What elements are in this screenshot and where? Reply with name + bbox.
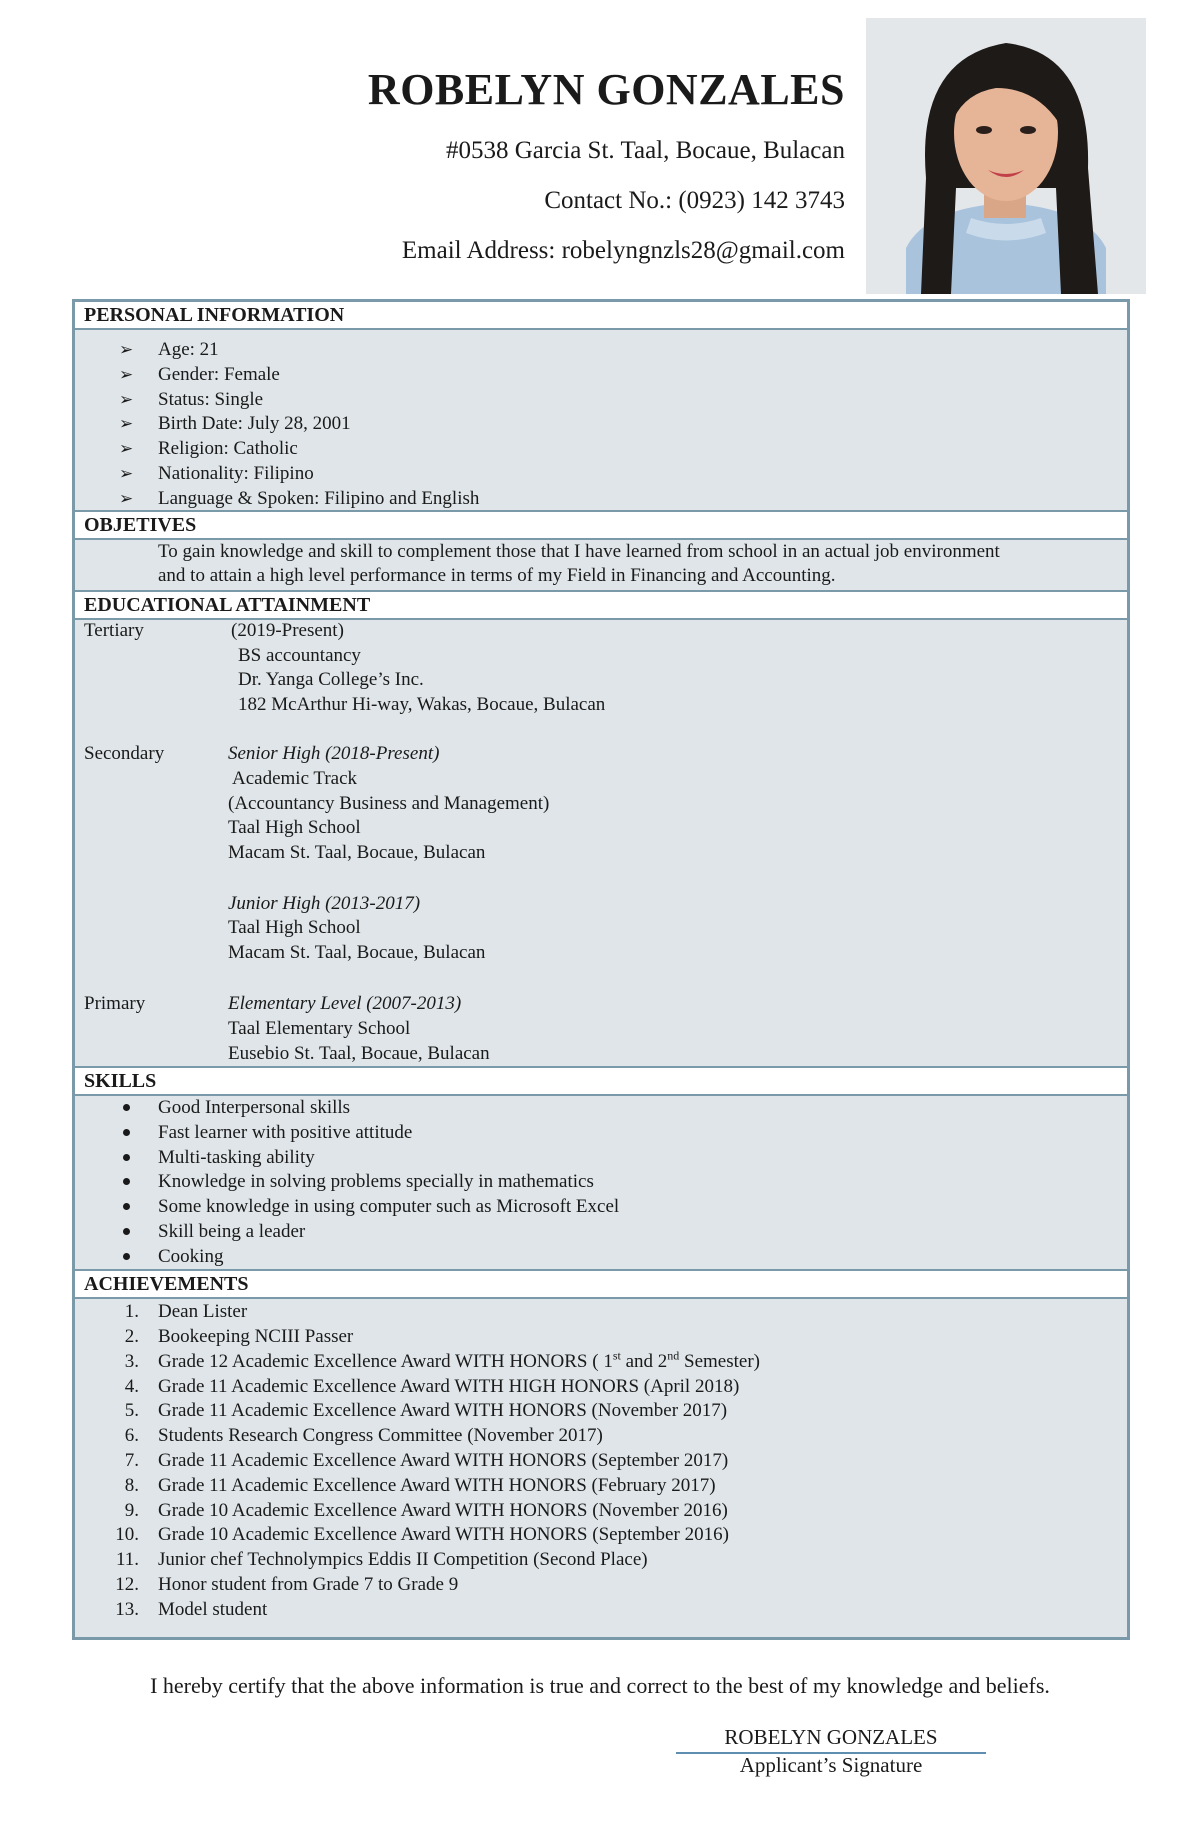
secondary-label: Secondary <box>84 743 165 764</box>
list-item: Junior chef Technolympics Eddis II Competition (Second Place) <box>158 1549 648 1570</box>
education-line: 182 McArthur Hi-way, Wakas, Bocaue, Bulacan <box>238 694 606 715</box>
list-number: 3. <box>124 1351 139 1372</box>
list-item: Bookeeping NCIII Passer <box>158 1326 354 1347</box>
education-line: Macam St. Taal, Bocaue, Bulacan <box>228 842 486 863</box>
education-line: Macam St. Taal, Bocaue, Bulacan <box>228 942 486 963</box>
bullet-icon <box>123 1104 130 1111</box>
list-item: Honor student from Grade 7 to Grade 9 <box>158 1574 459 1595</box>
contact-number: Contact No.: (0923) 142 3743 <box>544 187 845 214</box>
list-item: Language & Spoken: Filipino and English <box>158 488 480 509</box>
signature-name: ROBELYN GONZALES <box>724 1725 938 1749</box>
arrow-bullet-icon: ➢ <box>119 464 134 483</box>
list-number: 7. <box>124 1450 139 1471</box>
bullet-icon <box>123 1154 130 1161</box>
applicant-name: ROBELYN GONZALES <box>367 65 845 114</box>
list-item: Religion: Catholic <box>158 438 298 459</box>
personal-info-heading: PERSONAL INFORMATION <box>75 302 1127 330</box>
list-item: Nationality: Filipino <box>158 463 314 484</box>
list-number: 10. <box>115 1524 139 1545</box>
list-number: 12. <box>115 1574 139 1595</box>
objective-line: and to attain a high level performance in terms of my Field in Financing and Accounting. <box>158 565 836 586</box>
arrow-bullet-icon: ➢ <box>119 340 134 359</box>
list-number: 13. <box>115 1599 139 1620</box>
education-line: Taal Elementary School <box>228 1018 411 1039</box>
list-item: Good Interpersonal skills <box>158 1097 351 1118</box>
education-heading: EDUCATIONAL ATTAINMENT <box>75 590 1127 620</box>
list-item: Students Research Congress Committee (November 2017) <box>158 1425 603 1446</box>
list-item: Knowledge in solving problems specially in mathematics <box>158 1171 594 1192</box>
list-number: 8. <box>124 1475 139 1496</box>
list-item: Grade 10 Academic Excellence Award WITH HONORS (November 2016) <box>158 1500 728 1521</box>
list-item: Birth Date: July 28, 2001 <box>158 413 351 434</box>
applicant-photo <box>866 18 1146 294</box>
tertiary-label: Tertiary <box>84 620 144 641</box>
list-item: Some knowledge in using computer such as Microsoft Excel <box>158 1196 620 1217</box>
education-line: Dr. Yanga College’s Inc. <box>238 669 424 690</box>
list-number: 4. <box>124 1376 139 1397</box>
bullet-icon <box>123 1178 130 1185</box>
list-item: Model student <box>158 1599 268 1620</box>
list-number: 9. <box>124 1500 139 1521</box>
arrow-bullet-icon: ➢ <box>119 414 134 433</box>
junior-high-title: Junior High (2013-2017) <box>228 893 421 914</box>
list-item: Grade 11 Academic Excellence Award WITH HIGH HONORS (April 2018) <box>158 1376 740 1397</box>
list-item: Age: 21 <box>158 339 219 360</box>
education-line: Taal High School <box>228 917 361 938</box>
education-line: Academic Track <box>232 768 358 789</box>
achievements-heading: ACHIEVEMENTS <box>75 1269 1127 1299</box>
list-item: Grade 11 Academic Excellence Award WITH HONORS (September 2017) <box>158 1450 729 1471</box>
email-address: Email Address: robelyngnzls28@gmail.com <box>401 237 845 264</box>
arrow-bullet-icon: ➢ <box>119 439 134 458</box>
education-line: (2019-Present) <box>231 620 344 641</box>
bullet-icon <box>123 1253 130 1260</box>
certification-statement: I hereby certify that the above information is true and correct to the best of my knowledge and beliefs. <box>150 1673 1050 1698</box>
list-number: 11. <box>115 1549 139 1570</box>
resume-content-box <box>72 299 1130 1640</box>
list-item: Grade 12 Academic Excellence Award WITH HONORS ( 1st and 2nd Semester) <box>158 1348 760 1372</box>
list-item: Grade 11 Academic Excellence Award WITH HONORS (February 2017) <box>158 1475 716 1496</box>
skills-heading: SKILLS <box>75 1066 1127 1096</box>
list-item: Multi-tasking ability <box>158 1147 315 1168</box>
list-item: Dean Lister <box>158 1301 248 1322</box>
list-item: Skill being a leader <box>158 1221 306 1242</box>
resume-header <box>300 60 845 272</box>
list-item: Grade 10 Academic Excellence Award WITH HONORS (September 2016) <box>158 1524 729 1545</box>
bullet-icon <box>123 1129 130 1136</box>
arrow-bullet-icon: ➢ <box>119 489 134 508</box>
list-item: Gender: Female <box>158 364 280 385</box>
list-number: 5. <box>124 1400 139 1421</box>
bullet-icon <box>123 1203 130 1210</box>
primary-label: Primary <box>84 993 146 1014</box>
portrait-illustration <box>866 18 1146 294</box>
list-item: Grade 11 Academic Excellence Award WITH HONORS (November 2017) <box>158 1400 728 1421</box>
list-number: 1. <box>124 1301 139 1322</box>
education-line: Eusebio St. Taal, Bocaue, Bulacan <box>228 1043 490 1064</box>
objectives-heading: OBJETIVES <box>75 510 1127 540</box>
list-item: Fast learner with positive attitude <box>158 1122 413 1143</box>
address: #0538 Garcia St. Taal, Bocaue, Bulacan <box>445 137 845 164</box>
arrow-bullet-icon: ➢ <box>119 365 134 384</box>
list-number: 2. <box>124 1326 139 1347</box>
education-line: (Accountancy Business and Management) <box>228 793 550 814</box>
education-line: BS accountancy <box>238 645 361 666</box>
objective-line: To gain knowledge and skill to complement those that I have learned from school in an actual job environment <box>158 541 1000 562</box>
senior-high-title: Senior High (2018-Present) <box>228 743 440 764</box>
list-number: 6. <box>124 1425 139 1446</box>
arrow-bullet-icon: ➢ <box>119 390 134 409</box>
bullet-icon <box>123 1228 130 1235</box>
education-line: Taal High School <box>228 817 361 838</box>
elementary-title: Elementary Level (2007-2013) <box>228 993 462 1014</box>
list-item: Status: Single <box>158 389 264 410</box>
signature-label: Applicant’s Signature <box>739 1753 923 1777</box>
list-item: Cooking <box>158 1246 224 1267</box>
